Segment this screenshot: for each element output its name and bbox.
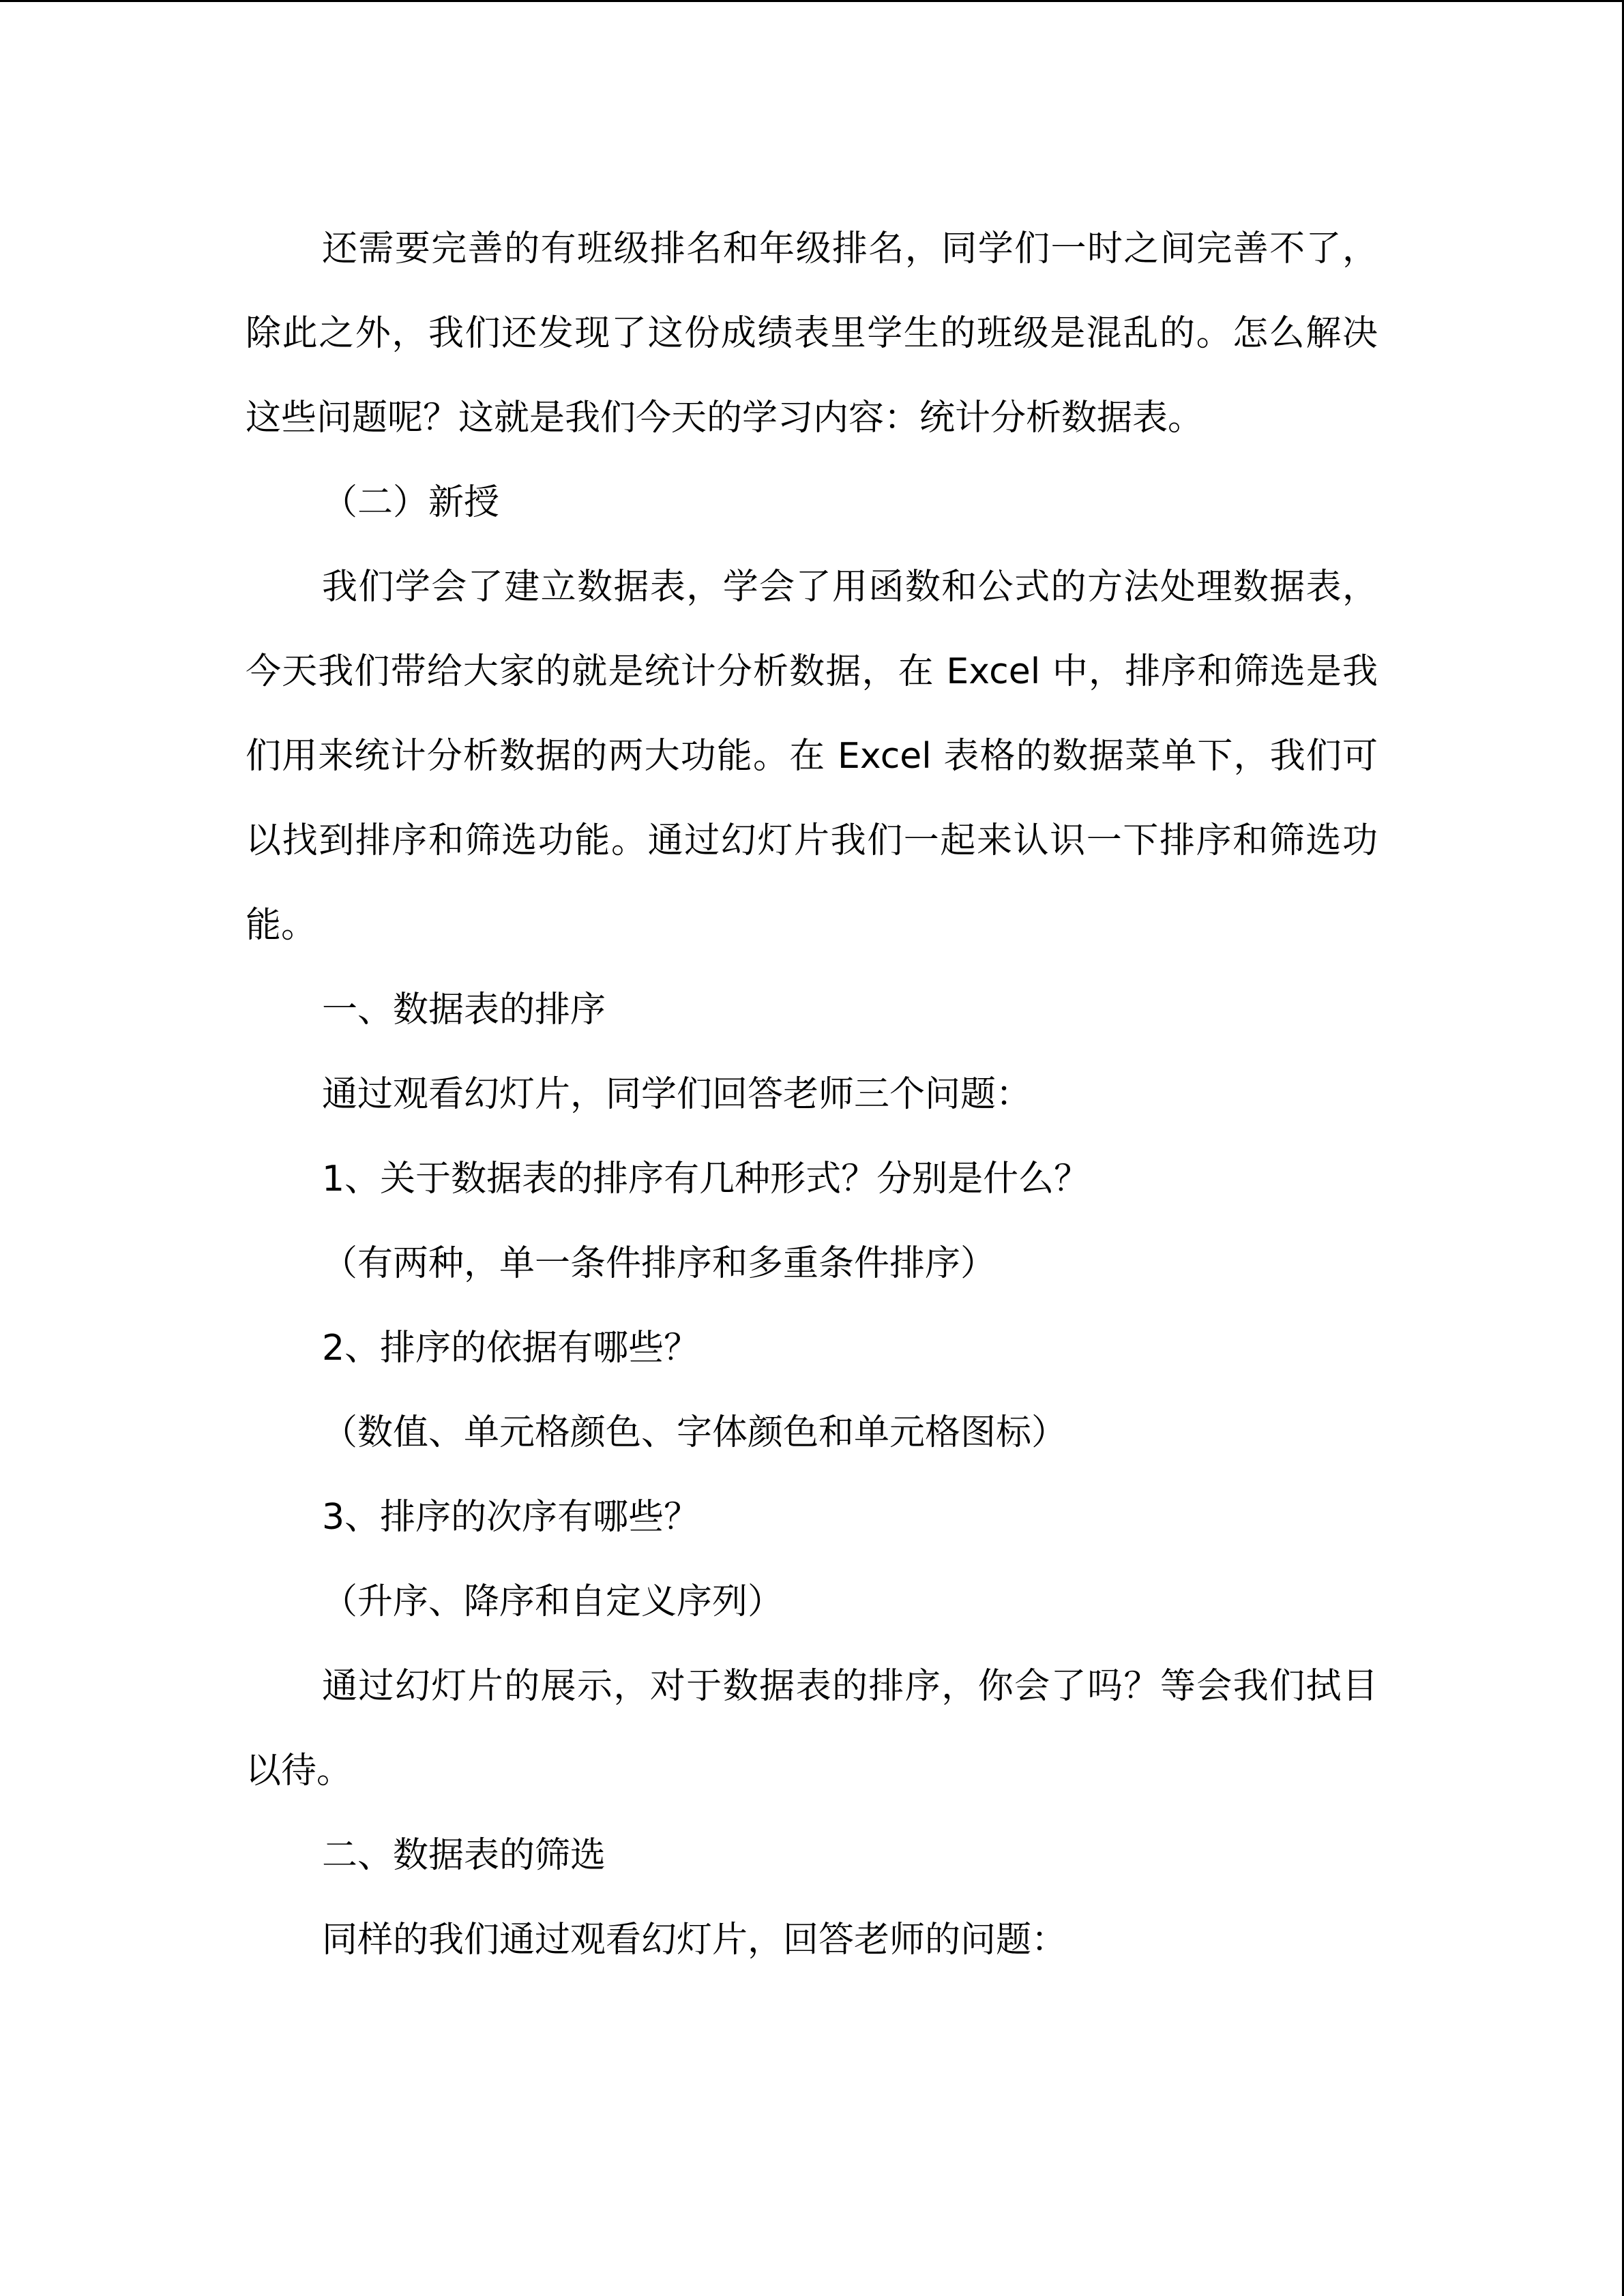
document-body (246, 207, 1378, 1982)
paragraph-sorting-summary: 通过幻灯片的展示，对于数据表的排序，你会了吗？等会我们拭目以待。 (246, 1666, 1378, 1791)
section-heading-new-lesson: （二）新授 (322, 482, 500, 523)
section-heading-filtering: 二、数据表的筛选 (322, 1835, 606, 1876)
answer-2: （数值、单元格颜色、字体颜色和单元格图标） (322, 1412, 1067, 1453)
question-1: 1、关于数据表的排序有几种形式？分别是什么？ (322, 1159, 1090, 1199)
section-heading-sorting: 一、数据表的排序 (322, 989, 606, 1030)
answer-3: （升序、降序和自定义序列） (322, 1581, 784, 1622)
paragraph-sort-filter-intro: 我们学会了建立数据表，学会了用函数和公式的方法处理数据表，今天我们带给大家的就是统计分析数据，在 Excel 中，排序和筛选是我们用来统计分析数据的两大功能。在 Excel 表格的数据菜单下，我们可以找到排序和筛选功能。通过幻灯片我们一起来认识一下排序和筛选功能。 (246, 567, 1378, 946)
paragraph-intro: 还需要完善的有班级排名和年级排名，同学们一时之间完善不了，除此之外，我们还发现了这份成绩表里学生的班级是混乱的。怎么解决这些问题呢？这就是我们今天的学习内容：统计分析数据表。 (246, 228, 1378, 438)
paragraph-questions-intro: 通过观看幻灯片，同学们回答老师三个问题： (322, 1074, 1032, 1115)
paragraph-filtering-intro: 同样的我们通过观看幻灯片，回答老师的问题： (322, 1920, 1067, 1960)
answer-1: （有两种，单一条件排序和多重条件排序） (322, 1243, 996, 1284)
question-3: 3、排序的次序有哪些？ (322, 1497, 700, 1538)
question-2: 2、排序的依据有哪些？ (322, 1328, 700, 1369)
